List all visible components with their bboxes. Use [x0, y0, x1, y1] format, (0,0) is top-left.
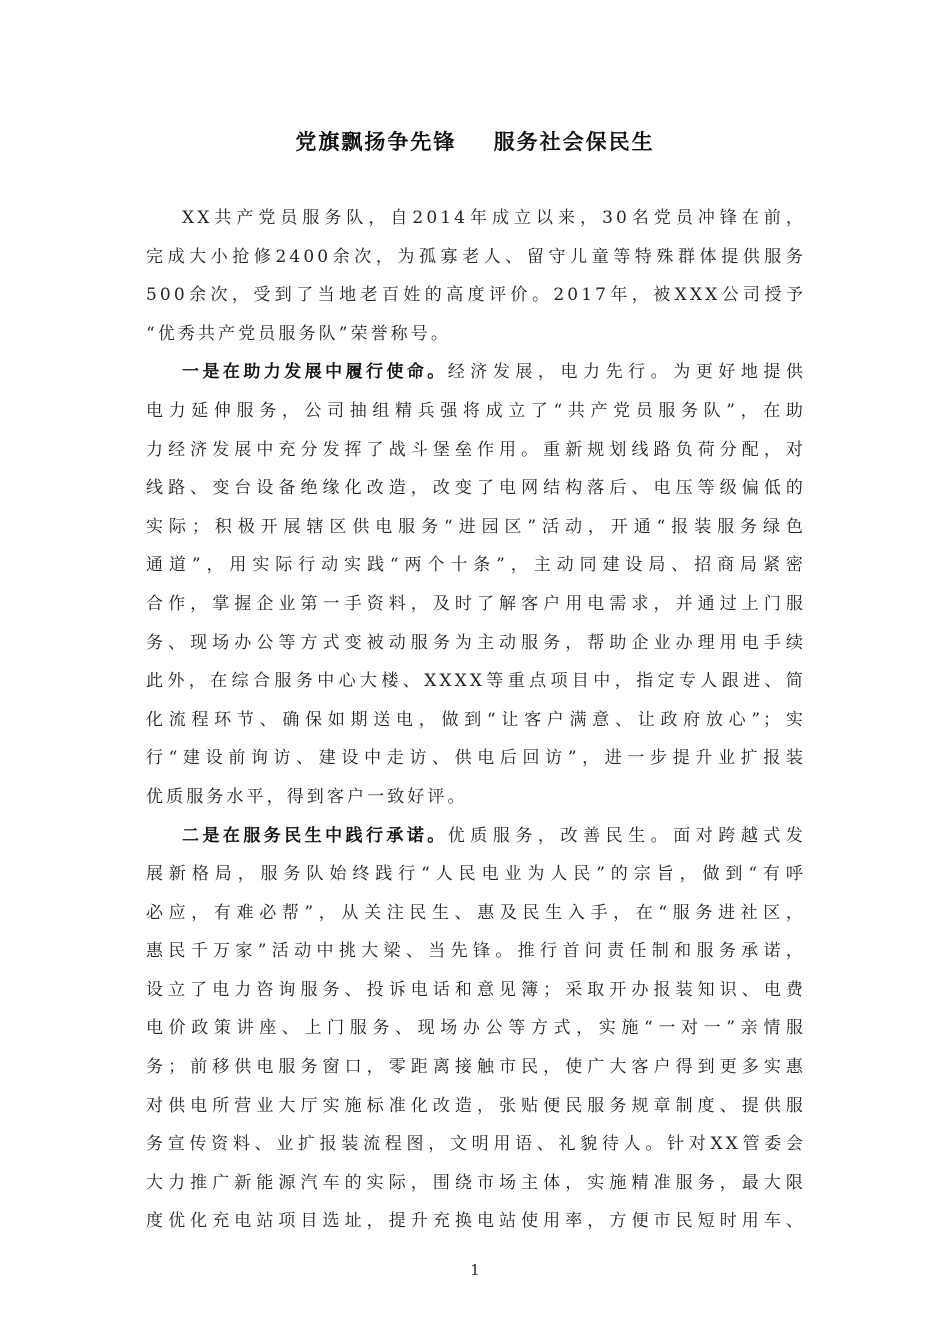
text-span: 优质服务，改善民生。面对跨越式发 — [447, 825, 806, 846]
document-body — [146, 199, 806, 1241]
text-line: 对供电所营业大厅实施标准化改造，张贴便民服务规章制度、提供服 — [146, 1095, 806, 1116]
text-line: 务宣传资料、业扩报装流程图，文明用语、礼貌待人。针对XX管委会 — [146, 1134, 806, 1155]
text-line: 力经济发展中充分发挥了战斗堡垒作用。重新规划线路负荷分配，对 — [146, 439, 806, 460]
text-line: 度优化充电站项目选址，提升充换电站使用率，方便市民短时用车、 — [146, 1211, 806, 1232]
text-line: 500余次，受到了当地老百姓的高度评价。2017年，被XXX公司授予 — [146, 285, 806, 306]
text-line: 设立了电力咨询服务、投诉电话和意见簿；采取开办报装知识、电费 — [146, 979, 806, 1000]
text-line: 行“建设前询访、建设中走访、供电后回访”，进一步提升业扩报装 — [146, 748, 806, 769]
text-line: 化流程环节、确保如期送电，做到“让客户满意、让政府放心”；实 — [146, 709, 806, 730]
text-line — [146, 353, 806, 392]
text-line: 惠民千万家”活动中挑大梁、当先锋。推行首问责任制和服务承诺， — [146, 941, 806, 962]
text-line: 优质服务水平，得到客户一致好评。 — [146, 786, 468, 807]
paragraph-lead: 二是在服务民生中践行承诺。 — [182, 825, 448, 846]
text-line: 电价政策讲座、上门服务、现场办公等方式，实施“一对一”亲情服 — [146, 1018, 806, 1039]
text-line — [146, 817, 806, 856]
text-line: 此外，在综合服务中心大楼、XXXX等重点项目中，指定专人跟进、简 — [146, 671, 806, 692]
text-line: 必应，有难必帮”，从关注民生、惠及民生入手，在“服务进社区， — [146, 902, 806, 923]
text-line: “优秀共产党员服务队”荣誉称号。 — [146, 323, 451, 344]
text-line: 电力延伸服务，公司抽组精兵强将成立了“共产党员服务队”，在助 — [146, 400, 806, 421]
text-line: 通道”，用实际行动实践“两个十条”，主动同建设局、招商局紧密 — [146, 555, 806, 576]
text-line: XX共产党员服务队，自2014年成立以来，30名党员冲锋在前， — [182, 208, 806, 228]
text-line: 完成大小抢修2400余次，为孤寡老人、留守儿童等特殊群体提供服务 — [146, 246, 806, 267]
paragraph-intro — [146, 199, 806, 353]
text-span: 经济发展，电力先行。为更好地提供 — [447, 362, 806, 383]
document-title: 党旗飘扬争先锋 服务社会保民生 — [295, 130, 655, 154]
text-line: 合作，掌握企业第一手资料，及时了解客户用电需求，并通过上门服 — [146, 593, 806, 614]
text-line: 务、现场办公等方式变被动服务为主动服务，帮助企业办理用电手续 — [146, 632, 806, 653]
text-line: 实际；积极开展辖区供电服务“进园区”活动，开通“报装服务绿色 — [146, 516, 806, 537]
text-line: 务；前移供电服务窗口，零距离接触市民，使广大客户得到更多实惠 — [146, 1057, 806, 1078]
paragraph-livelihood — [146, 817, 806, 1242]
page-number: 1 — [470, 1261, 480, 1279]
text-line: 线路、变台设备绝缘化改造，改变了电网结构落后、电压等级偏低的 — [146, 478, 806, 499]
paragraph-development — [146, 353, 806, 816]
text-line: 展新格局，服务队始终践行“人民电业为人民”的宗旨，做到“有呼 — [146, 864, 806, 885]
paragraph-lead: 一是在助力发展中履行使命。 — [182, 362, 448, 383]
text-line: 大力推广新能源汽车的实际，围绕市场主体，实施精准服务，最大限 — [146, 1172, 806, 1193]
